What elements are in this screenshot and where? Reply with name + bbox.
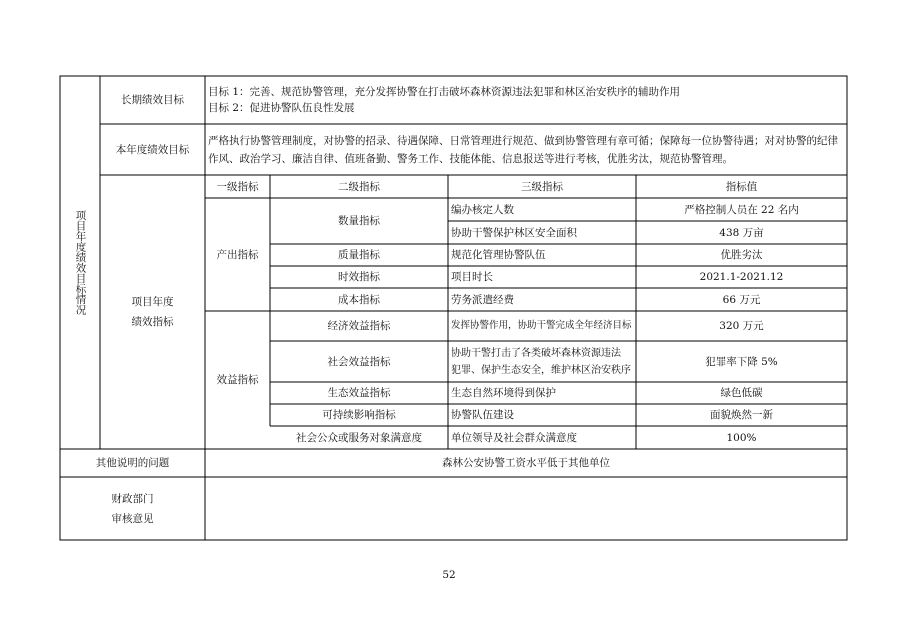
table-row-second: 可持续影响指标 [322, 409, 396, 421]
header-level2: 二级指标 [338, 180, 380, 193]
table-row-value: 严格控制人员在 22 名内 [684, 203, 799, 216]
table-row-third: 协助干警打击了各类破坏森林资源违法 犯罪、保护生态安全，维护林区治安秩序 [451, 347, 631, 376]
table-row-value: 犯罪率下降 5% [705, 355, 778, 368]
table-row-second: 经济效益指标 [327, 320, 391, 332]
table-row-third: 协助干警保护林区安全面积 [451, 226, 577, 239]
indicator-label: 项目年度 绩效指标 [131, 296, 174, 328]
table-row-third: 规范化管理协警队伍 [451, 249, 546, 261]
table-row-value: 66 万元 [722, 293, 761, 306]
header-level3: 三级指标 [521, 180, 563, 193]
table-row-third: 劳务派遣经费 [451, 293, 514, 306]
table-row-value: 438 万亩 [719, 226, 764, 239]
table-row-third: 协警队伍建设 [451, 409, 514, 421]
table-row-second: 时效指标 [338, 271, 380, 283]
other-notes-label: 其他说明的问题 [95, 457, 170, 469]
table-row-value: 2021.1-2021.12 [699, 271, 784, 283]
table-row-value: 320 万元 [719, 320, 764, 332]
page-number: 52 [442, 569, 456, 581]
long-term-goal-text: 目标 1：完善、规范协警管理，充分发挥协警在打击破坏森林资源违法犯罪和林区治安秩序的辅助作用 目标 2：促进协警队伍良性发展 [208, 86, 681, 114]
table-row-second: 社会效益指标 [327, 355, 391, 368]
table-row-value: 优胜劣汰 [720, 249, 763, 261]
header-value: 指标值 [725, 180, 758, 193]
table-row-second: 社会公众或服务对象满意度 [296, 431, 422, 444]
table-row-second: 生态效益指标 [327, 387, 391, 399]
table-row-second: 成本指标 [338, 293, 380, 306]
table-row-third: 编办核定人数 [451, 203, 514, 216]
quantity-indicator-label: 数量指标 [338, 215, 380, 227]
output-indicator-label: 产出指标 [216, 248, 259, 261]
table-row-third: 项目时长 [451, 271, 493, 283]
table-row-value: 100% [726, 431, 757, 444]
table-row-third: 单位领导及社会群众满意度 [451, 431, 577, 444]
finance-review-label: 财政部门 审核意见 [111, 492, 154, 525]
section-title: 项目年度绩效目标情况 [74, 210, 87, 315]
table-row-third: 生态自然环境得到保护 [451, 387, 556, 399]
long-term-goal-label: 长期绩效目标 [121, 94, 184, 106]
annual-goal-label: 本年度绩效目标 [115, 143, 190, 156]
table-row-third: 发挥协警作用，协助干警完成全年经济目标 [451, 320, 632, 331]
table-row-value: 面貌焕然一新 [710, 409, 773, 421]
table-row-value: 绿色低碳 [720, 387, 763, 399]
table-row-second: 质量指标 [338, 249, 380, 261]
other-notes-value: 森林公安协警工资水平低于其他单位 [442, 457, 610, 469]
finance-review-value [205, 477, 847, 540]
benefit-indicator-label: 效益指标 [216, 374, 259, 386]
annual-goal-text: 严格执行协警管理制度，对协警的招录、待遇保障、日常管理进行规范、做到协警管理有章可循；保障每一位协警待遇；对对协警的纪律 作风、政治学习、廉洁自律、值班备勤、警务工作、技能体能、信息报送等进行考核，优胜劣汰，规范协警管理。 [208, 134, 838, 165]
header-level1: 一级指标 [216, 180, 259, 193]
